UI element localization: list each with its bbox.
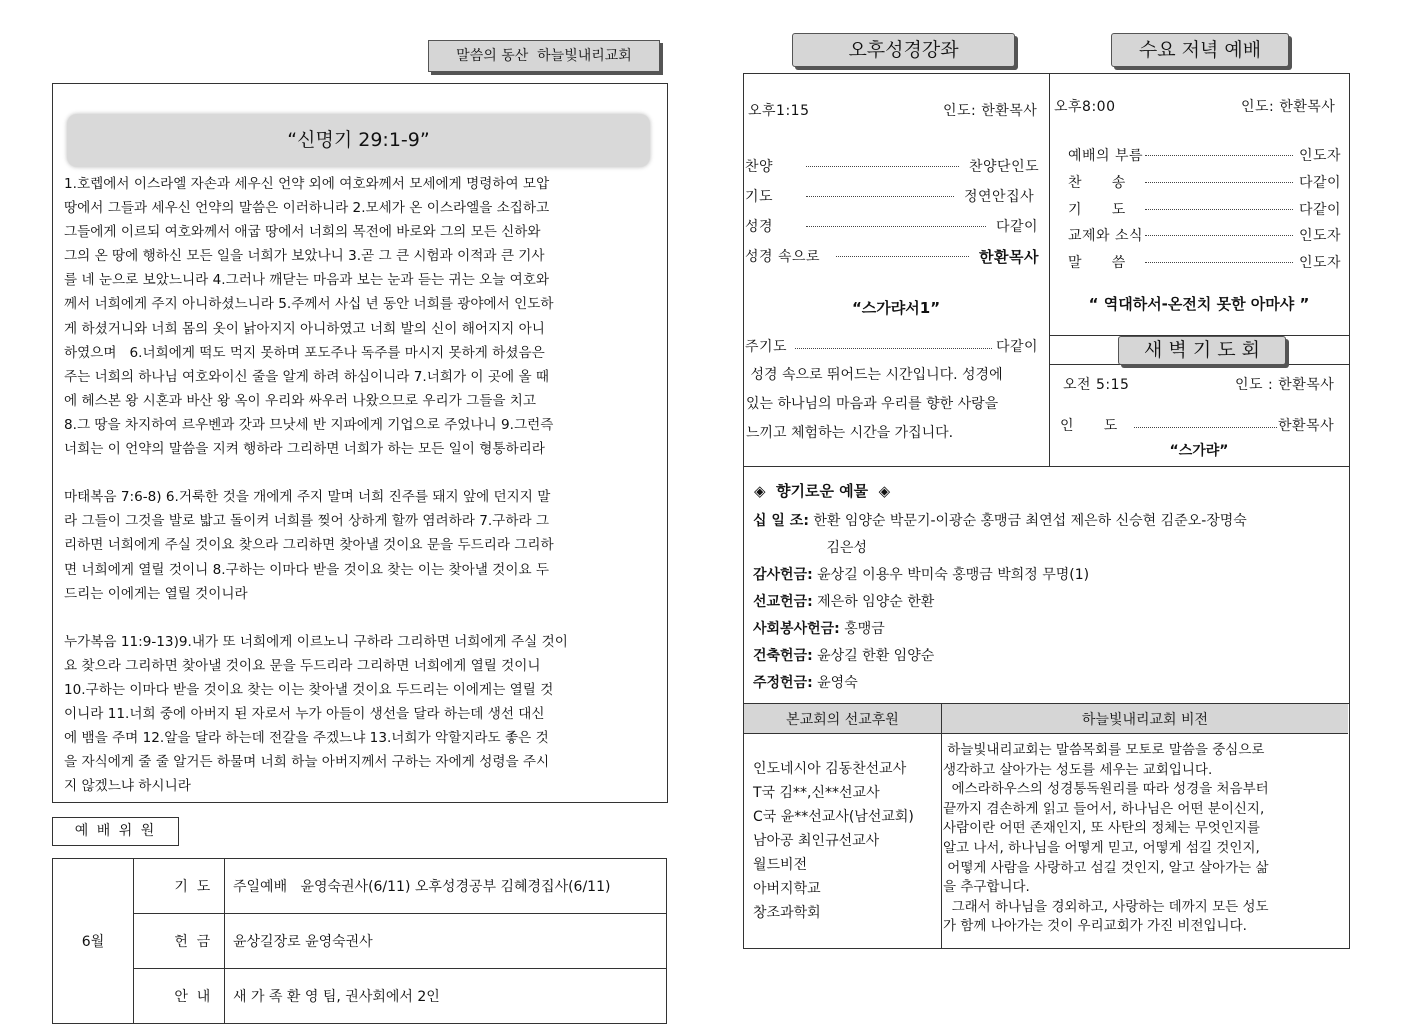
wednesday-service-tag [1111,33,1289,67]
afternoon-item-value: 한환목사 [979,248,1039,266]
vision-header: 하늘빛내리교회 비전 [1081,712,1209,728]
afternoon-description-lines [746,361,1048,448]
committee-table [52,858,667,1024]
passage-line: 지 않겠느냐 하시니라 [64,778,191,795]
wednesday-item-dots [1145,209,1293,210]
passage-text [64,172,654,798]
dawn-subject: “스가랴” [1169,443,1229,459]
afternoon-item-dots [806,226,986,227]
wednesday-item-value: 인도자 [1299,148,1342,164]
offering-names: 김은성 [822,540,868,556]
committee-role [134,914,225,969]
mission-item: 월드비전 [753,857,808,873]
afternoon-item-value: 정연안집사 [964,189,1035,205]
description-line: 느끼고 체험하는 시간을 가집니다. [746,425,954,441]
passage-line [64,461,654,485]
mission-item: 아버지학교 [753,881,821,897]
committee-label-box [52,817,179,846]
missions-list [753,757,914,925]
wednesday-service-title: 수요 저녁 예배 [1138,39,1262,61]
church-name-tag [428,40,660,72]
dawn-prayer-title: 새 벽 기 도 회 [1144,339,1260,361]
afternoon-item-label: 찬양 [745,159,774,175]
dawn-time: 오전 5:15 [1063,377,1130,393]
passage-lines [64,172,654,798]
wednesday-time: 오후8:00 [1054,99,1116,115]
passage-line: 에 헤스본 왕 시혼과 바산 왕 옥이 우리와 싸우러 나왔으므로 우리가 그들을 치고 [64,392,537,409]
offering-names: 윤상길 한환 임양순 [812,648,935,664]
offering-row [753,564,1089,584]
wednesday-item-dots [1145,155,1293,156]
offering-row [753,618,885,638]
lords-prayer-value: 다같이 [996,339,1039,355]
vision-line: 사람이란 어떤 존재인지, 또 사탄의 정체는 무엇인지를 [943,820,1260,837]
passage-line: 이니라 11.너희 중에 아버지 된 자로서 누가 아들이 생선을 달라 하는데 생선 대신 [64,706,545,723]
wednesday-sermon: “ 역대하서-온전치 못한 아마샤 ” [1088,295,1310,313]
church-name: 말씀의 동산 하늘빛내리교회 [456,48,632,64]
committee-value [225,914,667,969]
wednesday-item-label: 교제와 소식 [1068,228,1144,244]
offering-row [753,591,934,611]
wednesday-item-label: 예배의 부름 [1068,148,1144,164]
offering-names: 윤영숙 [812,675,858,691]
offering-row [753,645,934,665]
afternoon-subject: “스가랴서1” [851,299,941,317]
committee-value [225,969,667,1024]
vision-line: 생각하고 살아가는 성도를 세우는 교회입니다. [943,761,1213,778]
passage-line [64,606,654,630]
wednesday-item-dots [1145,235,1293,236]
month: 6월 [81,934,105,950]
passage-line: 면 너희에게 열릴 것이니 8.구하는 이마다 받을 것이요 찾는 이는 찾아낼 것이요 두 [64,561,550,578]
vision-line: 어떻게 사람을 사랑하고 섬길 것인지, 알고 살아가는 삶 [943,859,1269,876]
offering-names: 한환 임양순 박문기-이광순 홍맹금 최연섭 제은하 신승현 김준오-장명숙 [808,513,1247,529]
offering-label: 십 일 조: [753,513,809,529]
offering-row [753,510,1247,530]
mission-item: 창조과학회 [753,905,821,921]
afternoon-item-label: 기도 [745,189,774,205]
description-line: 성경 속으로 뛰어드는 시간입니다. 성경에 [746,367,1003,383]
wednesday-item-dots [1145,182,1293,183]
mission-item: T국 김**,신**선교사 [753,785,880,801]
passage-line: 요 찾으라 그리하면 찾아낼 것이요 문을 두드리라 그리하면 너희에게 열릴 것이니 [64,657,541,674]
committee-value [225,859,667,914]
passage-line: 마태복음 7:6-8) 6.거룩한 것을 개에게 주지 말며 너희 진주를 돼지 앞에 던지지 말 [64,489,551,506]
wednesday-item-label: 말 씀 [1068,255,1126,271]
passage-line: 그들에게 이르되 여호와께서 애굽 땅에서 너희의 목전에 바로와 그의 모든 신하와 [64,224,541,241]
vision-text [943,741,1346,937]
vision-line: 끝까지 겸손하게 읽고 들어서, 하나님은 어떤 분이신지, [943,800,1265,817]
role-offering: 헌 금 [174,934,211,950]
mission-item: C국 윤**선교사(남선교회) [753,809,914,825]
column-divider [1049,73,1050,466]
wednesday-leader: 인도: 한환목사 [1241,99,1336,115]
missions-header: 본교회의 선교후원 [786,712,899,728]
wednesday-item-dots [1145,262,1293,263]
wednesday-item-value: 다같이 [1299,175,1342,191]
offering-row [822,537,867,557]
wednesday-item-value: 인도자 [1299,255,1342,271]
description-line: 있는 하나님의 마음과 우리를 향한 사랑을 [746,396,999,412]
passage-line: 를 네 눈으로 보았느니라 4.그러나 깨닫는 마음과 보는 눈과 듣는 귀는 오늘 여호와 [64,272,550,289]
offering-title: ◈ 향기로운 예물 ◈ [754,482,891,500]
dawn-prayer-tag [1118,336,1286,365]
passage-line: 게 하셨거니와 너희 몸의 옷이 낡아지지 아니하였고 너희 발의 신이 해어지지 아니 [64,320,545,337]
passage-line: 1.호렙에서 이스라엘 자손과 세우신 언약 외에 여호와께서 모세에게 명령하여 모압 [64,176,550,192]
vision-line: 알고 나서, 하나님을 어떻게 믿고, 어떻게 섬길 것인지, [943,839,1260,856]
passage-line: 너희는 이 언약의 말씀을 지켜 행하라 그리하면 너희가 하는 모든 일이 형통하리라 [64,441,545,458]
value-offering: 윤상길장로 윤영숙권사 [233,934,373,950]
offering-label: 사회봉사헌금: [753,621,840,637]
passage-line: 에 뱀을 주며 12.알을 달라 하는데 전갈을 주겠느냐 13.너희가 악할지라도 좋은 것 [64,730,549,747]
wednesday-item-value: 다같이 [1299,202,1342,218]
missions-vision-divider [941,703,942,948]
passage-line: 땅에서 그들과 세우신 언약의 말씀은 이러하니라 2.모세가 온 이스라엘을 소집하고 [64,200,550,217]
offering-row [753,672,858,692]
offering-label: 감사헌금: [753,567,813,583]
offering-names: 윤상길 이용우 박미숙 홍맹금 박희정 무명(1) [812,567,1090,583]
dawn-lead-value: 한환목사 [1278,418,1335,434]
vision-line: 을 추구합니다. [943,879,1030,896]
dawn-lead-dots [1134,427,1277,428]
passage-title: “신명기 29:1-9” [287,129,430,151]
passage-line: 라 그들이 그것을 발로 밟고 돌이켜 너희를 찢어 상하게 할까 염려하라 7.구하라 그 [64,513,550,530]
wednesday-item-value: 인도자 [1299,228,1342,244]
wednesday-item-label: 찬 송 [1068,175,1126,191]
value-guide: 새 가 족 환 영 팀, 권사회에서 2인 [233,989,440,1005]
role-prayer: 기 도 [174,879,211,895]
passage-line: 드리는 이에게는 열릴 것이니라 [64,585,248,602]
committee-label: 예 배 위 원 [74,823,157,839]
lords-prayer-leader-dots [795,348,992,349]
wednesday-item-label: 기 도 [1068,202,1126,218]
afternoon-item-label: 성경 [745,219,774,235]
passage-title-box [67,114,650,167]
vision-line: 그래서 하나님을 경외하고, 사랑하는 데까지 모든 성도 [943,898,1269,915]
offering-names: 홍맹금 [839,621,885,637]
passage-line: 하였으며 6.너희에게 떡도 먹지 못하며 포도주나 독주를 마시지 못하게 하셨음은 [64,344,545,361]
afternoon-item-value: 찬양단인도 [969,159,1040,175]
afternoon-class-title: 오후성경강좌 [848,39,959,61]
passage-line: 께서 너희에게 주지 아니하셨느니라 5.주께서 사십 년 동안 너희를 광야에서 인도하 [64,296,554,313]
afternoon-description [746,361,1048,448]
committee-role [134,969,225,1024]
afternoon-item-value: 다같이 [996,219,1039,235]
passage-line: 8.그 땅을 차지하여 르우벤과 갓과 므낫세 반 지파에게 기업으로 주었나니 9.그런즉 [64,416,554,433]
afternoon-time: 오후1:15 [748,103,810,119]
mission-item: 인도네시아 김동찬선교사 [753,761,907,777]
month-cell [53,859,134,1024]
afternoon-item-dots [806,196,954,197]
afternoon-class-tag [792,33,1015,67]
dawn-lead-label: 인 도 [1060,418,1118,434]
offering-label: 건축헌금: [753,648,813,664]
dawn-leader: 인도 : 한환목사 [1235,377,1335,393]
value-prayer: 주일예배 윤영숙권사(6/11) 오후성경공부 김혜경집사(6/11) [233,879,611,895]
committee-role [134,859,225,914]
vision-line: 가 함께 나아가는 것이 우리교회가 가진 비전입니다. [943,918,1247,935]
passage-line: 10.구하는 이마다 받을 것이요 찾는 이는 찾아낼 것이요 두드리는 이에게는 열릴 것 [64,681,554,698]
lords-prayer-label: 주기도 [745,339,788,355]
vision-line: 하늘빛내리교회는 말씀목회를 모토로 말씀을 중심으로 [943,742,1265,758]
passage-line: 을 자식에게 줄 줄 알거든 하물며 너희 하늘 아버지께서 구하는 자에게 성령을 주시 [64,754,550,771]
passage-line: 그의 온 땅에 행하신 모든 일을 너희가 보았나니 3.곧 그 큰 시험과 이적과 큰 기사 [64,248,545,265]
afternoon-item-label: 성경 속으로 [745,249,821,265]
afternoon-leader: 인도: 한환목사 [943,103,1038,119]
afternoon-item-dots [836,256,969,257]
passage-line: 누가복음 11:9-13)9.내가 또 너희에게 이르노니 구하라 그리하면 너희에게 주실 것이 [64,633,568,650]
mission-item: 남아공 최인규선교사 [753,833,880,849]
role-guide: 안 내 [174,989,211,1005]
passage-line: 리하면 너희에게 주실 것이요 찾으라 그리하면 찾아낼 것이요 문을 두드리라 그리하 [64,537,554,554]
offering-names: 제은하 임양순 한환 [812,594,935,610]
offering-label: 주정헌금: [753,675,813,691]
passage-line: 주는 너희의 하나님 여호와이신 줄을 알게 하려 하심이니라 7.너희가 이 곳에 올 때 [64,368,550,385]
afternoon-item-dots [806,166,959,167]
vision-line: 에스라하우스의 성경통독원리를 따라 성경을 처음부터 [943,781,1269,798]
offering-label: 선교헌금: [753,594,813,610]
